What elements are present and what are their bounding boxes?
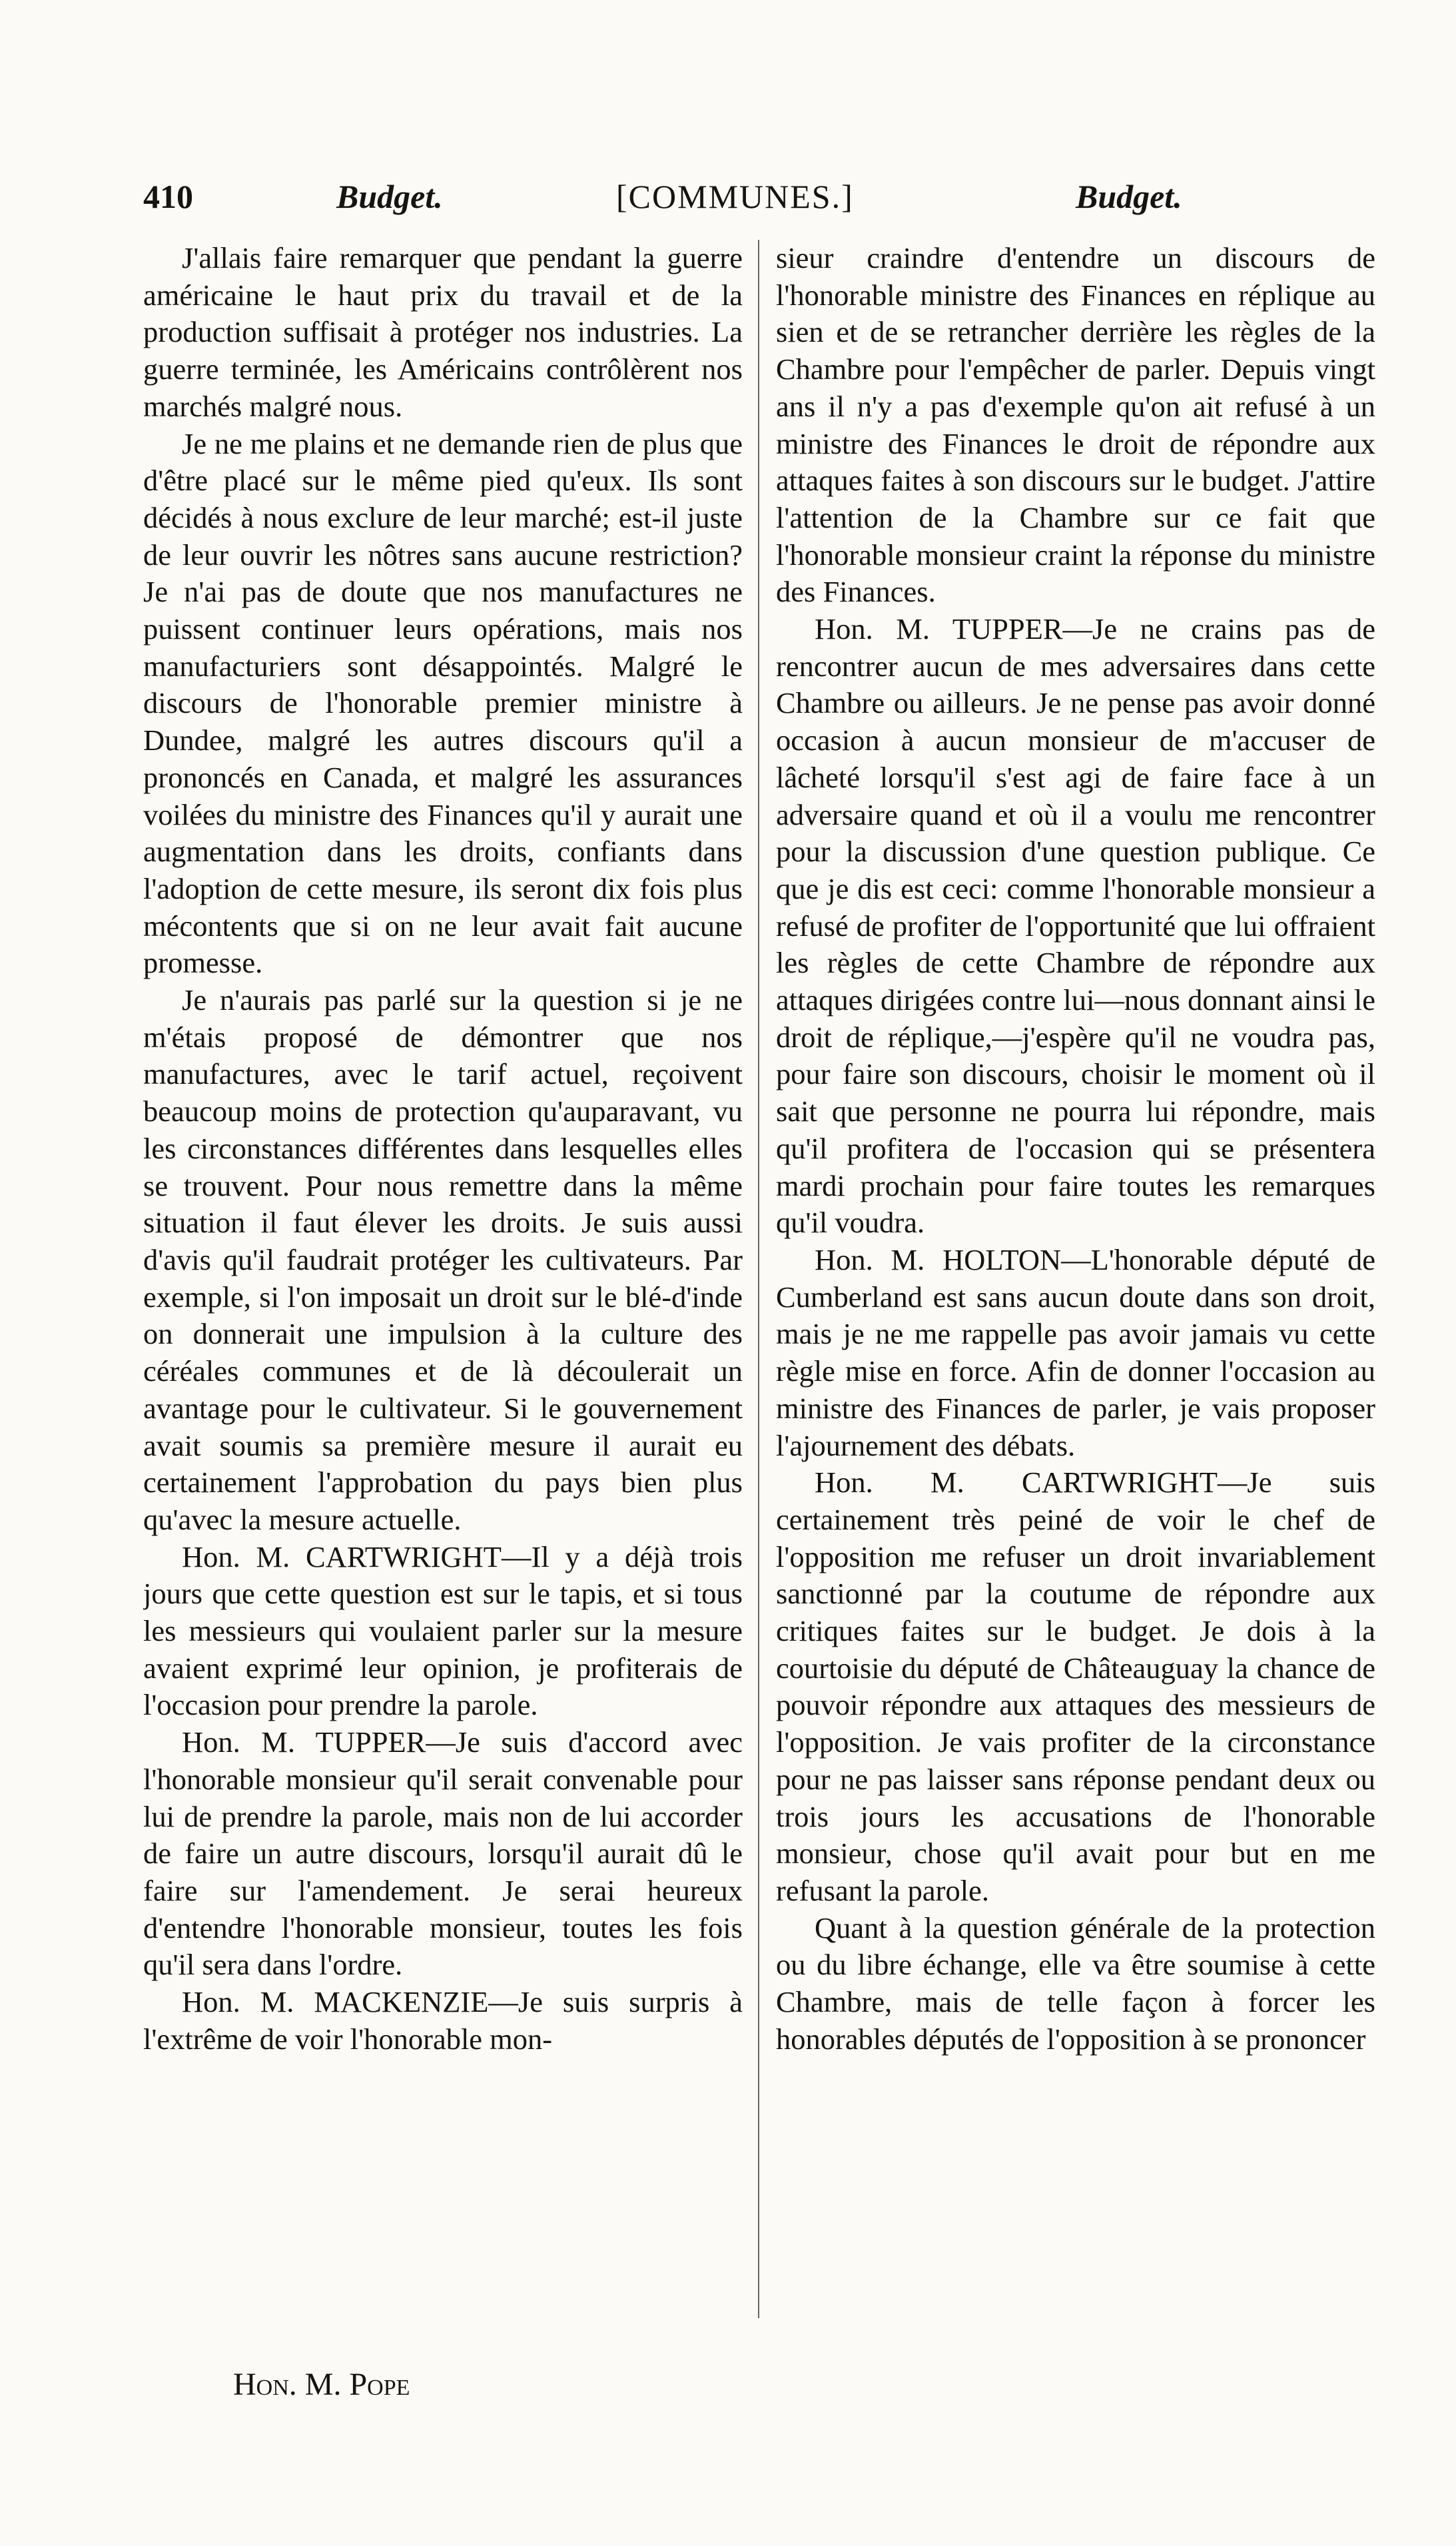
paragraph: Je n'aurais pas parlé sur la question si je ne m'étais proposé de démontrer que nos manufactures, avec le tarif actuel, reçoivent beaucoup moins de protection qu'auparavant, vu les circonstances différentes dans lesquelles elles se trouvent. Pour nous remettre dans la même situation il faut élever les droits. Je suis aussi d'avis qu'il faudrait protéger les cultivateurs. Par exemple, si l'on imposait un droit sur le blé-d'inde on donnerait une impulsion à la culture des céréales communes et de là découlerait un avantage pour le cultivateur. Si le gouvernement avait soumis sa première mesure il aurait eu certainement l'approbation du pays bien plus qu'avec la mesure actuelle. xyxy=(143,983,743,1536)
right-column xyxy=(776,240,1375,2358)
running-head-left: Budget. xyxy=(336,178,443,215)
page-number: 410 xyxy=(143,178,193,215)
page-header xyxy=(143,170,1262,223)
paragraph: Hon. M. MACKENZIE—Je suis surpris à l'extrême de voir l'honorable mon- xyxy=(143,1985,743,2056)
left-column xyxy=(143,240,743,2358)
paragraph: Quant à la question générale de la protection ou du libre échange, elle va être soumise à cette Chambre, mais de telle façon à forcer les honorables députés de l'opposition à se prononcer xyxy=(776,1910,1375,2056)
paragraph: J'allais faire remarquer que pendant la guerre américaine le haut prix du travail et de la production suffisait à protéger nos industries. La guerre terminée, les Américains contrôlèrent nos marchés malgré nous. xyxy=(143,241,743,423)
paragraph: sieur craindre d'entendre un discours de l'honorable ministre des Finances en réplique au sien et de se retrancher derrière les règles de la Chambre pour l'empêcher de parler. Depuis vingt ans il n'y a pas d'exemple qu'on ait refusé à un ministre des Finances le droit de répondre aux attaques faites à son discours sur le budget. J'attire l'attention de la Chambre sur ce fait que l'honorable monsieur craint la réponse du ministre des Finances. xyxy=(776,241,1375,609)
running-head-right: Budget. xyxy=(1076,178,1182,215)
paragraph: Je ne me plains et ne demande rien de plus que d'être placé sur le même pied qu'eux. Ils sont décidés à nous exclure de leur marché; est-il juste de leur ouvrir les nôtres sans aucune restriction? Je n'ai pas de doute que nos manufactures ne puissent continuer leurs opérations, mais nos manufacturiers sont désappointés. Malgré le discours de l'honorable premier ministre à Dundee, malgré les autres discours qu'il a prononcés en Canada, et malgré les assurances voilées du ministre des Finances qu'il y aurait une augmentation dans les droits, confiants dans l'adoption de cette mesure, ils seront dix fois plus mécontents que si on ne leur avait fait aucune promesse. xyxy=(143,426,743,980)
column-divider xyxy=(758,240,759,2318)
paragraph: Hon. M. CARTWRIGHT—Il y a déjà trois jours que cette question est sur le tapis, et si tous les messieurs qui voulaient parler sur la mesure avaient exprimé leur opinion, je profiterais de l'occasion pour prendre la parole. xyxy=(143,1539,743,1722)
running-head-center: [COMMUNES.] xyxy=(616,178,854,215)
paragraph: Hon. M. HOLTON—L'honorable député de Cumberland est sans aucun doute dans son droit, mais je ne me rappelle pas avoir jamais vu cette règle mise en force. Afin de donner l'occasion au ministre des Finances de parler, je vais proposer l'ajournement des débats. xyxy=(776,1242,1375,1462)
page-footer-catchword: Hon. M. Pope xyxy=(233,2367,410,2402)
paragraph: Hon. M. TUPPER—Je ne crains pas de rencontrer aucun de mes adversaires dans cette Chambre ou ailleurs. Je ne pense pas avoir donné occasion à aucun monsieur de m'accuser de lâcheté lorsqu'il s'est agi de faire face à un adversaire quand et où il a voulu me rencontrer pour la discussion d'une question publique. Ce que je dis est ceci: comme l'honorable monsieur a refusé de profiter de l'opportunité que lui offraient les règles de cette Chambre de répondre aux attaques dirigées contre lui—nous donnant ainsi le droit de réplique,—j'espère qu'il ne voudra pas, pour faire son discours, choisir le moment où il sait que personne ne pourra lui répondre, mais qu'il profitera de l'occasion qui se présentera mardi prochain pour faire toutes les remarques qu'il voudra. xyxy=(776,612,1375,1240)
paragraph: Hon. M. CARTWRIGHT—Je suis certainement très peiné de voir le chef de l'opposition me refuser un droit invariablement sanctionné par la coutume de répondre aux critiques faites sur le budget. Je dois à la courtoisie du député de Châteauguay la chance de pouvoir répondre aux attaques des messieurs de l'opposition. Je vais profiter de la circonstance pour ne pas laisser sans réponse pendant deux ou trois jours les accusations de l'honorable monsieur, chose qu'il avait pour but en me refusant la parole. xyxy=(776,1466,1375,1907)
paragraph: Hon. M. TUPPER—Je suis d'accord avec l'honorable monsieur qu'il serait convenable pour lui de prendre la parole, mais non de lui accorder de faire un autre discours, lorsqu'il aurait dû le faire sur l'amendement. Je serai heureux d'entendre l'honorable monsieur, toutes les fois qu'il sera dans l'ordre. xyxy=(143,1725,743,1982)
